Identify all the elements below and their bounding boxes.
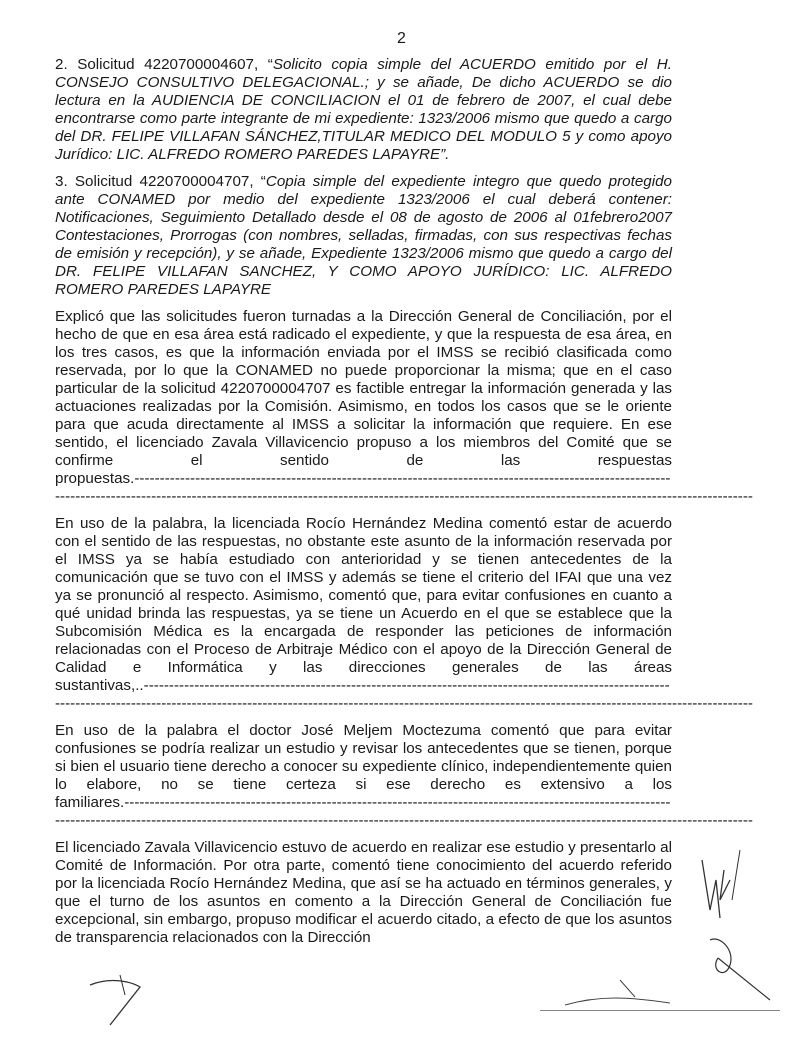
dash-separator: ------------------------------------------------------------------------------------------------------------------------------------------ — [55, 812, 753, 829]
body-paragraph-hernandez — [55, 515, 672, 695]
dash-separator: ------------------------------------------------------------------------------------------------------------------------------------------ — [55, 695, 753, 712]
footer-rule — [540, 1010, 780, 1011]
request-quote: Copia simple del expediente integro que quedo protegido ante CONAMED por medio del expediente 1323/2006 el cual deberá contener: Notificaciones, Seguimiento Detallado desde el 08 de agosto de 2006 al 01febrero2007 Contestaciones, Prorrogas (con nombres, selladas, firmadas, con sus respectivas fechas de emisión y recepción), y se añade, Expediente 1323/2006 mismo que quedo a cargo del DR. FELIPE VILLAFAN SANCHEZ, Y COMO APOYO JURÍDICO: LIC. ALFREDO ROMERO PAREDES LAPAYRE — [55, 173, 672, 298]
bottom-right-signature — [560, 975, 680, 1015]
bottom-left-signature — [80, 975, 160, 1035]
paragraph-text: Explicó que las solicitudes fueron turnadas a la Dirección General de Conciliación, por el hecho de que en esa área está radicado el expediente, y que la respuesta de esa área, en los tres casos, es que la información enviada por el IMSS se recibió clasificada como reservada, por lo que la CONAMED no puede proporcionar la misma; que en el caso particular de la solicitud 4220700004707 es factible entregar la información generada y las actuaciones realizadas por la Comisión. Asimismo, en todos los casos que se le oriente para que acuda directamente al IMSS a solicitar la información que requiere. En ese sentido, el licenciado Zavala Villavicencio propuso a los miembros del Comité que se confirme el sentido de las respuestas propuestas. — [55, 308, 672, 487]
request-paragraph-2 — [55, 56, 672, 164]
page-number: 2 — [397, 30, 406, 47]
body-paragraph-meljem — [55, 722, 672, 812]
request-quote: Solicito copia simple del ACUERDO emitido por el H. CONSEJO CONSULTIVO DELEGACIONAL.; y se añade, De dicho ACUERDO se dio lectura en la AUDIENCIA DE CONCILIACION el 01 de febrero de 2007, el cual debe encontrarse como parte integrante de mi expediente: 1323/2006 mismo que quedo a cargo del DR. FELIPE VILLAFAN SÁNCHEZ,TITULAR MEDICO DEL MODULO 5 y como apoyo Jurídico: LIC. ALFREDO ROMERO PAREDES LAPAYRE”. — [55, 56, 672, 163]
document-body — [55, 56, 753, 956]
request-lead: 3. Solicitud 4220700004707, “ — [55, 173, 266, 190]
dash-fill: -------------------------------------------------------------------------------------------------------- — [143, 677, 670, 694]
paragraph-text: En uso de la palabra, la licenciada Rocío Hernández Medina comentó estar de acuerdo con el sentido de las respuestas, no obstante este asunto de la información reservada por el IMSS ya se había estudiado con anterioridad y se tienen antecedentes de la comunicación que se tuvo con el IMSS y además se tiene el criterio del IFAI que una vez ya se pronunció al respecto. Asimismo, comentó que, para evitar confusiones en cuanto a qué unidad brinda las respuestas, ya se tiene un Acuerdo en el que se establece que la Subcomisión Médica es la encargada de responder las peticiones de información relacionadas con el Proceso de Arbitraje Médico con el apoyo de la Dirección General de Calidad e Informática y las direcciones generales de las áreas sustantivas,.. — [55, 515, 672, 694]
dash-fill: ---------------------------------------------------------------------------------------------------------- — [134, 470, 671, 487]
margin-signature-right — [680, 840, 800, 1010]
dash-separator: ------------------------------------------------------------------------------------------------------------------------------------------ — [55, 488, 753, 505]
paragraph-text: En uso de la palabra el doctor José Meljem Moctezuma comentó que para evitar confusiones se podría realizar un estudio y revisar los antecedentes que se tienen, porque si bien el usuario tiene derecho a conocer su expediente clínico, independientemente quien lo elabore, no se tiene certeza si ese derecho es extensivo a los familiares. — [55, 722, 672, 811]
dash-fill: ------------------------------------------------------------------------------------------------------------ — [124, 794, 671, 811]
body-paragraph-zavala — [55, 839, 672, 947]
body-paragraph-explanation — [55, 308, 672, 488]
request-paragraph-3 — [55, 173, 672, 299]
paragraph-text: El licenciado Zavala Villavicencio estuvo de acuerdo en realizar ese estudio y presentarlo al Comité de Información. Por otra parte, comentó tiene conocimiento del acuerdo referido por la licenciada Rocío Hernández Medina, que así se ha actuado en términos generales, y que el turno de los asuntos en comento a la Dirección General de Conciliación fue excepcional, sin embargo, propuso modificar el acuerdo citado, a efecto de que los asuntos de transparencia relacionados con la Dirección — [55, 839, 672, 946]
request-lead: 2. Solicitud 4220700004607, “ — [55, 56, 273, 73]
